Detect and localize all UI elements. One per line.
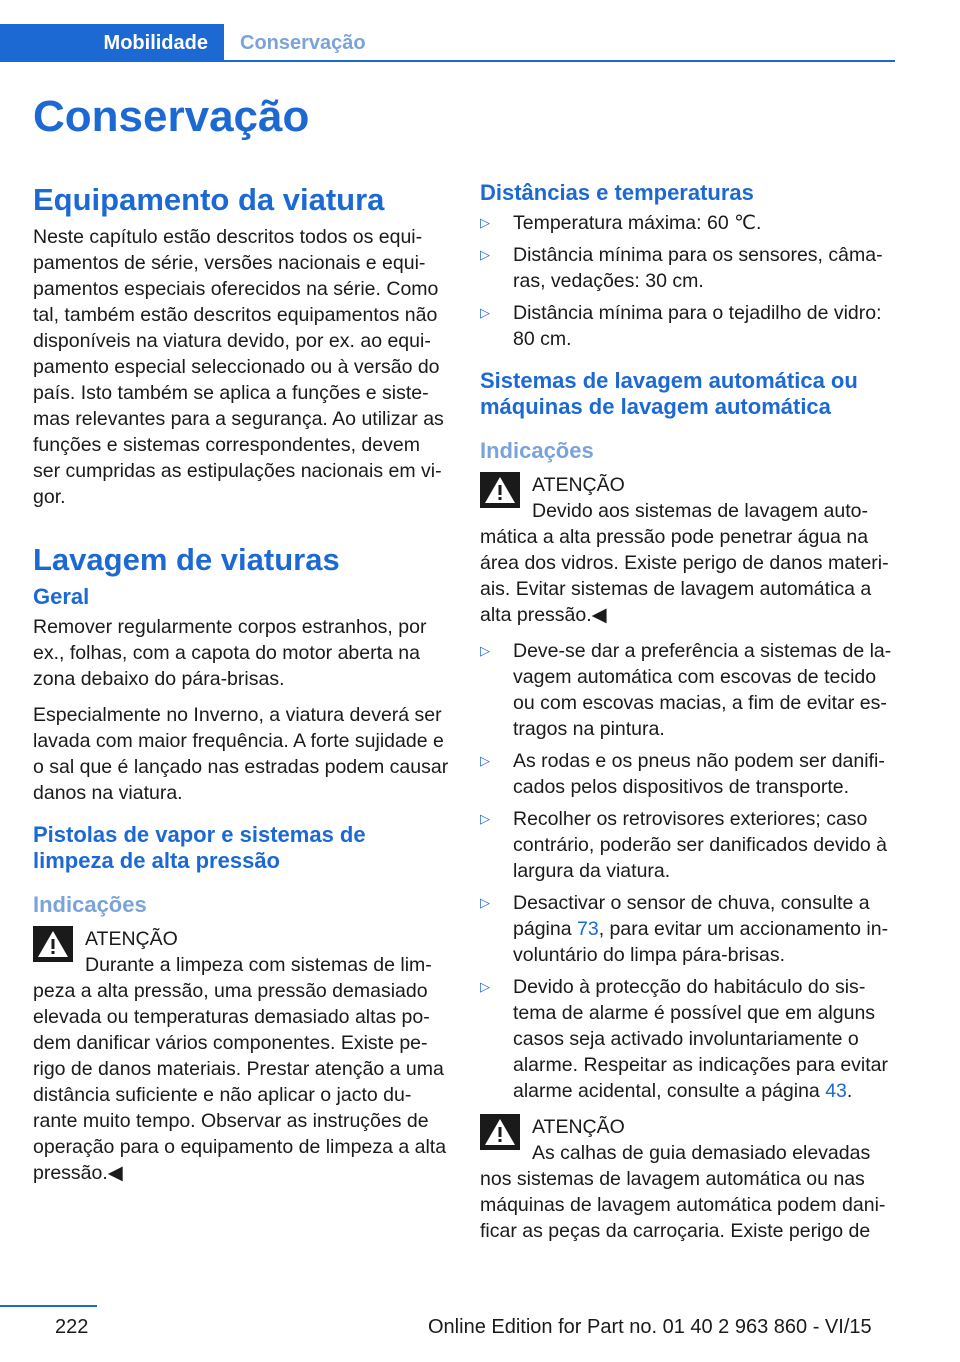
tab-conservacao[interactable] <box>240 24 366 62</box>
list-item <box>480 210 896 236</box>
tab-conservacao-label: Conservação <box>240 32 366 54</box>
page-number-rule <box>0 1305 97 1307</box>
footer-edition: Online Edition for Part no. 01 40 2 963 860 - VI/15 <box>428 1316 872 1338</box>
header-rule <box>224 60 895 62</box>
warning-text: Durante a limpeza com sistemas de limpeza a alta pressão, uma pressão demasiado elevada ou temperaturas demasiado altas podem danificar vários componentes. Existe perigo de danos materiais. Prestar atenção a uma distância suficiente e não aplicar o jacto durante muito tempo. Observar as instruções de operação para o equipamento de limpeza a alta pressão.◀ <box>33 954 447 1184</box>
list-item <box>480 242 896 294</box>
triangle-bullet-icon: ▷ <box>480 979 490 994</box>
list-item-text: Devido à protecção do habitáculo do sistema de alarme é possível que em alguns casos seja activado involuntariamente o alarme. Respeitar as indicações para evitar alarme acidental, consulte a página <box>513 976 889 1102</box>
list-item <box>480 748 896 800</box>
list-item <box>480 806 896 884</box>
list-item-text: As rodas e os pneus não podem ser danificados pelos dispositivos de transporte. <box>513 750 885 798</box>
triangle-bullet-icon: ▷ <box>480 305 490 320</box>
page-link-43[interactable]: 43 <box>825 1080 847 1102</box>
warning-title: ATENÇÃO <box>532 1116 625 1138</box>
list-item-text: Desactivar o sensor de chuva, consulte a página <box>513 892 870 940</box>
list-item <box>480 890 896 968</box>
triangle-bullet-icon: ▷ <box>480 215 490 230</box>
triangle-bullet-icon: ▷ <box>480 247 490 262</box>
heading-pistolas: Pistolas de vapor e sistemas de limpeza de alta pressão <box>33 822 366 873</box>
heading-sistemas-lavagem: Sistemas de lavagem automática ou máquinas de lavagem automática <box>480 368 858 419</box>
list-item <box>480 300 896 352</box>
left-column <box>33 180 449 1196</box>
warning-block <box>33 926 449 1186</box>
page-link-73[interactable]: 73 <box>576 918 599 940</box>
heading-distancias: Distâncias e temperaturas <box>480 180 754 205</box>
heading-geral: Geral <box>33 584 90 609</box>
washing-list <box>480 638 896 1104</box>
heading-equipamento: Equipamento da viatura <box>33 182 385 217</box>
distance-list <box>480 210 896 352</box>
list-item-text-end: . <box>846 1080 853 1102</box>
list-item <box>480 974 896 1104</box>
list-item-text: Distância mínima para os sensores, câmaras, vedações: 30 cm. <box>513 244 883 292</box>
warning-title: ATENÇÃO <box>532 474 625 496</box>
list-item-text: Distância mínima para o tejadilho de vidro: 80 cm. <box>513 302 882 350</box>
heading-indicacoes: Indicações <box>33 892 147 917</box>
warning-text: Devido aos sistemas de lavagem automática a alta pressão pode penetrar água na área dos vidros. Existe perigo de danos materiais. Evitar sistemas de lavagem automática a alta pressão.◀ <box>480 500 889 626</box>
warning-title: ATENÇÃO <box>85 928 178 950</box>
right-column <box>480 180 896 1254</box>
list-item-text: Deve-se dar a preferência a sistemas de lavagem automática com escovas de tecido ou com escovas macias, a fim de evitar estragos na pintura. <box>513 640 892 740</box>
warning-icon <box>480 472 520 508</box>
paragraph-geral-2: Especialmente no Inverno, a viatura deverá ser lavada com maior frequência. A forte sujidade e o sal que é lançado nas estradas podem causar danos na viatura. <box>33 704 449 804</box>
triangle-bullet-icon: ▷ <box>480 643 490 658</box>
heading-lavagem: Lavagem de viaturas <box>33 542 340 577</box>
list-item-text: Temperatura máxima: 60 ℃. <box>513 212 762 234</box>
warning-block-1 <box>480 472 896 628</box>
list-item <box>480 638 896 742</box>
triangle-bullet-icon: ▷ <box>480 753 490 768</box>
paragraph-geral-1: Remover regularmente corpos estranhos, por ex., folhas, com a capota do motor aberta na zona debaixo do pára-brisas. <box>33 616 427 690</box>
list-item-text: Recolher os retrovisores exteriores; caso contrário, poderão ser danificados devido à largura da viatura. <box>513 808 887 882</box>
warning-icon <box>33 926 73 962</box>
tab-mobilidade-label: Mobilidade <box>103 31 208 54</box>
list-item-text-end: , para evitar um accionamento involuntário do limpa pára-brisas. <box>513 918 889 966</box>
triangle-bullet-icon: ▷ <box>480 811 490 826</box>
heading-indicacoes-2: Indicações <box>480 438 594 463</box>
warning-icon <box>480 1114 520 1150</box>
tab-mobilidade[interactable] <box>0 24 224 62</box>
page-title: Conservação <box>33 92 310 141</box>
paragraph-equipamento: Neste capítulo estão descritos todos os equipamentos de série, versões nacionais e equipamentos especiais oferecidos na série. Como tal, também estão descritos equipamentos não disponíveis na viatura devido, por ex. ao equipamento especial seleccionado ou à versão do país. Isto também se aplica a funções e sistemas relevantes para a segurança. Ao utilizar as funções e sistemas correspondentes, devem ser cumpridas as estipulações nacionais em vigor. <box>33 226 444 508</box>
warning-block-2 <box>480 1114 896 1244</box>
page-number: 222 <box>55 1316 89 1338</box>
triangle-bullet-icon: ▷ <box>480 895 490 910</box>
warning-text: As calhas de guia demasiado elevadas nos sistemas de lavagem automática ou nas máquinas de lavagem automática podem danificar as peças da carroçaria. Existe perigo de <box>480 1142 886 1242</box>
